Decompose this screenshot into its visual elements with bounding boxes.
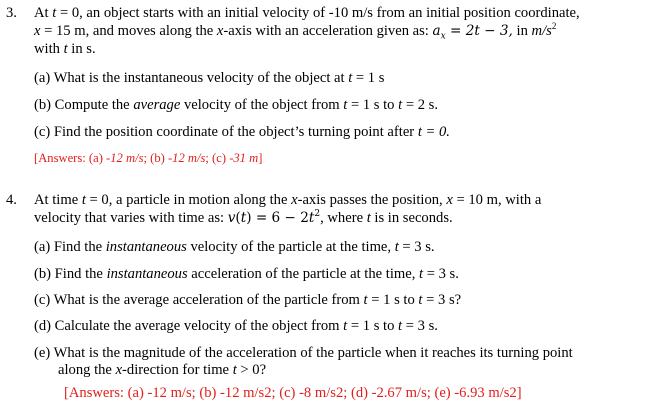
problem-4-part-e-line-1: (e) What is the magnitude of the acceleration of the particle when it reaches its turning point xyxy=(34,345,573,361)
problem-4-part-c: (c) What is the average acceleration of the particle from t = 1 s to t = 3 s? xyxy=(34,292,462,308)
problem-3-answers: [Answers: (a) -12 m/s; (b) -12 m/s; (c) -31 m] xyxy=(34,151,263,165)
problem-4-part-a: (a) Find the instantaneous velocity of the particle at the time, t = 3 s. xyxy=(34,239,435,255)
problem-3-part-a: (a) What is the instantaneous velocity of the object at t = 1 s xyxy=(34,70,385,86)
problem-3-stem-line-1: At t = 0, an object starts with an initial velocity of -10 m/s from an initial position coordinate, xyxy=(34,5,580,21)
problem-number: 4. xyxy=(6,192,17,208)
problem-3-part-c: (c) Find the position coordinate of the object’s turning point after t = 0. xyxy=(34,124,450,140)
problem-4-stem-line-2: velocity that varies with time as: $v(t) = 6 - 2t^2$, where t is in seconds. xyxy=(34,209,453,226)
problem-4-stem-line-1: At time t = 0, a particle in motion along the x-axis passes the position, x = 10 m, with a xyxy=(34,192,542,208)
problem-4-part-b: (b) Find the instantaneous acceleration of the particle at the time, t = 3 s. xyxy=(34,266,459,282)
problem-3-stem-line-2: x = 15 m, and moves along the x-axis with an acceleration given as: $a_x = 2t - 3$, in $m/s^2$ xyxy=(34,21,557,42)
problem-4-answers: [Answers: (a) -12 m/s; (b) -12 m/s2; (c) -8 m/s2; (d) -2.67 m/s; (e) -6.93 m/s2] xyxy=(64,385,522,401)
problem-number: 3. xyxy=(6,5,17,21)
problem-4-part-d: (d) Calculate the average velocity of the object from t = 1 s to t = 3 s. xyxy=(34,318,438,334)
problem-4-part-e-line-2: along the x-direction for time t > 0? xyxy=(58,362,267,378)
velocity-formula: $v(t) = 6 - 2t^2$ xyxy=(227,209,321,226)
acceleration-formula: $a_x = 2t - 3$, xyxy=(432,23,513,42)
problem-3-part-b: (b) Compute the average velocity of the object from t = 1 s to t = 2 s. xyxy=(34,97,438,113)
problem-3-stem-line-3: with t in s. xyxy=(34,41,96,57)
